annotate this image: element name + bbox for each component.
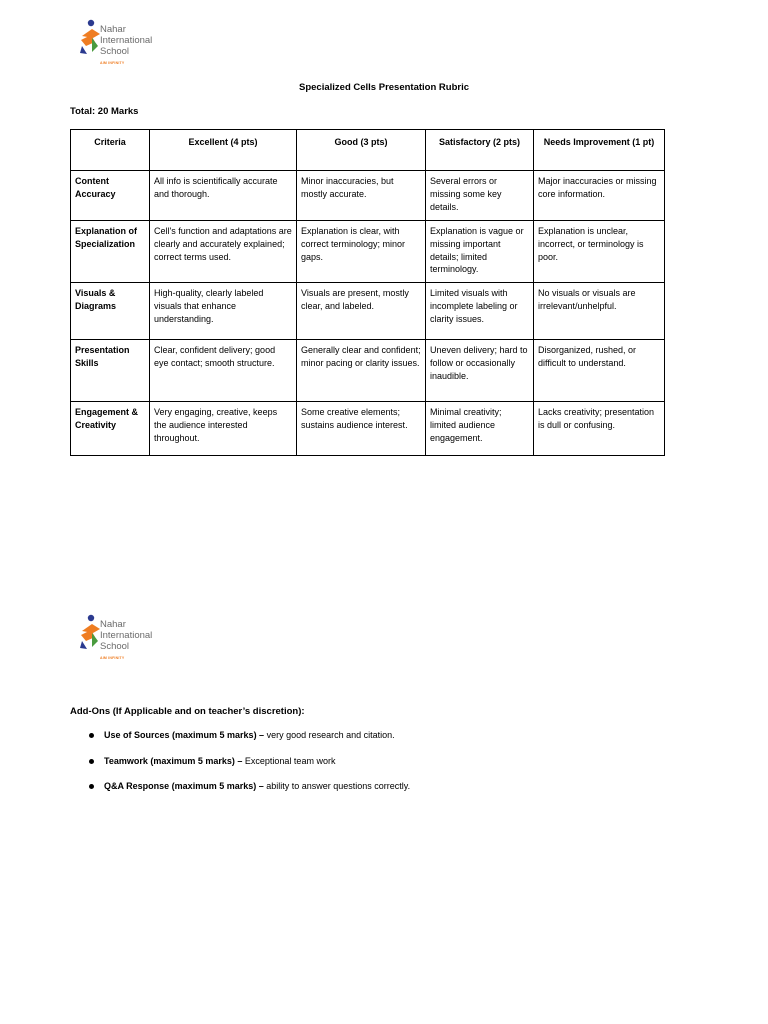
- list-item: [70, 723, 670, 749]
- logo-text: [100, 619, 152, 652]
- table-row: [71, 402, 665, 456]
- logo-line-3: School: [100, 641, 130, 652]
- satisfactory-cell: Minimal creativity; limited audience engagement.: [426, 402, 534, 456]
- excellent-cell: Cell's function and adaptations are clearly and accurately explained; correct terms used.: [150, 221, 297, 283]
- needs-improvement-cell: No visuals or visuals are irrelevant/unhelpful.: [534, 283, 665, 340]
- logo-line-2: International: [100, 630, 153, 641]
- page-title: Specialized Cells Presentation Rubric: [299, 82, 469, 93]
- addons-list: [70, 723, 670, 800]
- addon-label: Use of Sources (maximum 5 marks) –: [104, 730, 265, 740]
- school-logo: [78, 18, 168, 78]
- addon-text: ability to answer questions correctly.: [263, 781, 411, 791]
- good-cell: Generally clear and confident; minor pacing or clarity issues.: [297, 340, 426, 402]
- satisfactory-cell: Explanation is vague or missing important details; limited terminology.: [426, 221, 534, 283]
- logo-mark-icon: [78, 18, 102, 58]
- logo-tagline: AIM INFINITY: [100, 61, 125, 65]
- criteria-cell: Visuals & Diagrams: [71, 283, 150, 340]
- criteria-cell: Engagement & Creativity: [71, 402, 150, 456]
- needs-improvement-cell: Major inaccuracies or missing core information.: [534, 171, 665, 221]
- school-logo: [78, 613, 168, 673]
- header-good: Good (3 pts): [297, 130, 426, 171]
- bullet-icon: [89, 784, 94, 789]
- excellent-cell: All info is scientifically accurate and thorough.: [150, 171, 297, 221]
- table-row: [71, 171, 665, 221]
- logo-text: [100, 24, 152, 57]
- table-row: [71, 283, 665, 340]
- header-criteria: Criteria: [71, 130, 150, 171]
- criteria-cell: Content Accuracy: [71, 171, 150, 221]
- logo-line-2: International: [100, 35, 153, 46]
- total-marks: Total: 20 Marks: [70, 106, 139, 117]
- logo-mark-icon: [78, 613, 102, 653]
- logo-line-3: School: [100, 46, 130, 57]
- list-item: [70, 749, 670, 775]
- needs-improvement-cell: Lacks creativity; presentation is dull or confusing.: [534, 402, 665, 456]
- good-cell: Some creative elements; sustains audience interest.: [297, 402, 426, 456]
- bullet-icon: [89, 733, 94, 738]
- needs-improvement-cell: Disorganized, rushed, or difficult to understand.: [534, 340, 665, 402]
- satisfactory-cell: Limited visuals with incomplete labeling or clarity issues.: [426, 283, 534, 340]
- header-excellent: Excellent (4 pts): [150, 130, 297, 171]
- criteria-cell: Explanation of Specialization: [71, 221, 150, 283]
- addon-text: Exceptional team work: [242, 755, 336, 766]
- addon-label: Teamwork (maximum 5 marks) –: [104, 755, 243, 766]
- excellent-cell: High-quality, clearly labeled visuals that enhance understanding.: [150, 283, 297, 340]
- addon-label: Q&A Response (maximum 5 marks) –: [104, 781, 264, 791]
- satisfactory-cell: Uneven delivery; hard to follow or occasionally inaudible.: [426, 340, 534, 402]
- list-item: [70, 774, 670, 800]
- good-cell: Explanation is clear, with correct terminology; minor gaps.: [297, 221, 426, 283]
- bullet-icon: [89, 759, 94, 764]
- good-cell: Minor inaccuracies, but mostly accurate.: [297, 171, 426, 221]
- rubric-table: [70, 129, 665, 456]
- table-row: [71, 221, 665, 283]
- addons-heading: Add-Ons (If Applicable and on teacher’s discretion):: [70, 706, 305, 717]
- excellent-cell: Clear, confident delivery; good eye contact; smooth structure.: [150, 340, 297, 402]
- good-cell: Visuals are present, mostly clear, and labeled.: [297, 283, 426, 340]
- table-row: [71, 340, 665, 402]
- logo-line-1: Nahar: [100, 619, 126, 630]
- criteria-cell: Presentation Skills: [71, 340, 150, 402]
- table-header-row: [71, 130, 665, 171]
- needs-improvement-cell: Explanation is unclear, incorrect, or terminology is poor.: [534, 221, 665, 283]
- header-needs-improvement: Needs Improvement (1 pt): [534, 130, 665, 171]
- logo-tagline: AIM INFINITY: [100, 656, 125, 660]
- addon-text: very good research and citation.: [264, 730, 395, 740]
- excellent-cell: Very engaging, creative, keeps the audience interested throughout.: [150, 402, 297, 456]
- header-satisfactory: Satisfactory (2 pts): [426, 130, 534, 171]
- satisfactory-cell: Several errors or missing some key details.: [426, 171, 534, 221]
- logo-line-1: Nahar: [100, 24, 126, 35]
